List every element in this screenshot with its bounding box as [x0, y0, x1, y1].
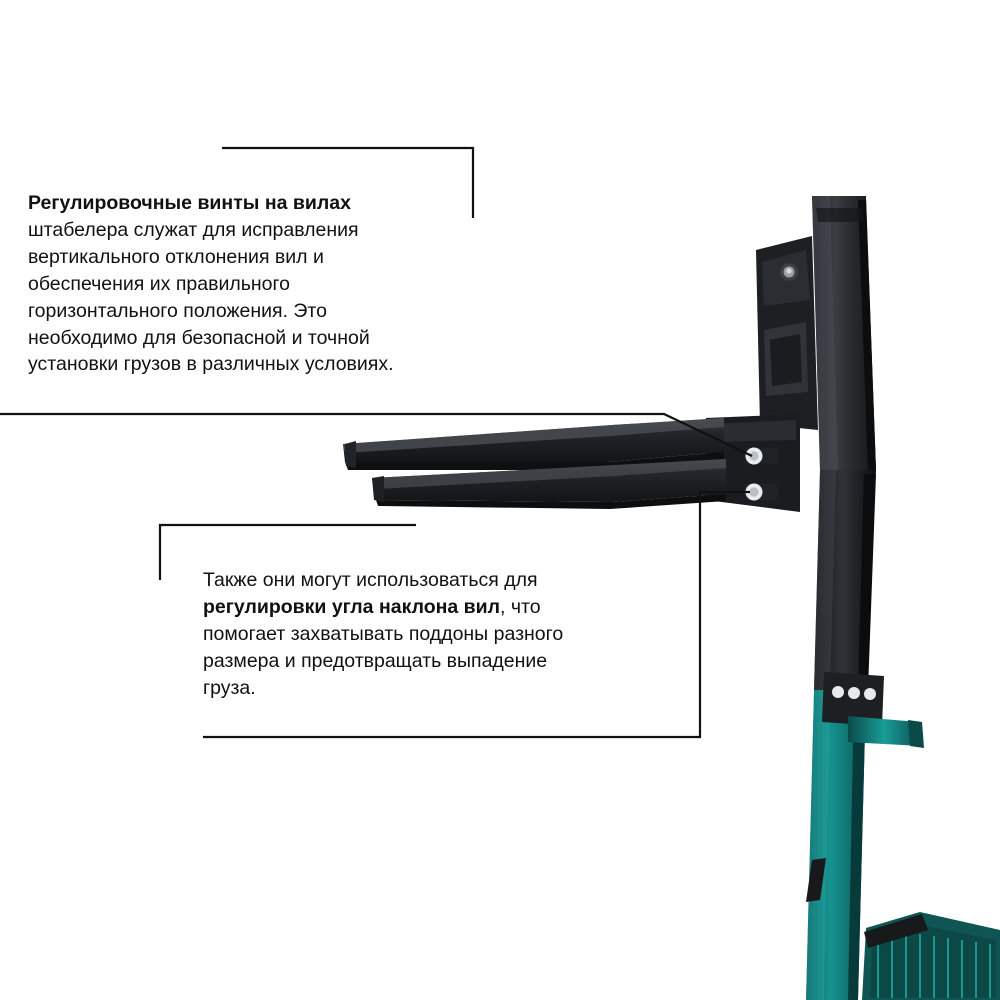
adjustment-screw-lower [744, 484, 778, 501]
annotation-bottom-suffix: , что помогает захватывать поддоны разного размера и предотвращать выпадение груза. [203, 595, 564, 699]
annotation-bottom-text [203, 567, 603, 702]
annotation-top-bold: Регулировочные винты на вилах [28, 192, 351, 214]
mast-upper [812, 196, 876, 470]
annotation-top-text [28, 190, 428, 378]
fork-carriage [756, 236, 818, 430]
annotation-bottom-bold: регулировки угла наклона вил [203, 595, 501, 618]
annotation-bottom-prefix: Также они могут использоваться для [203, 569, 538, 591]
adjustment-screw-upper [744, 448, 778, 465]
wheel-guard-mesh [862, 912, 1000, 1000]
mast-lower-dark [814, 470, 876, 690]
fork-blade-upper [343, 418, 724, 470]
annotation-top-rest: штабелера служат для исправления вертикального отклонения вил и обеспечения их правильного горизонтального положения. Это необходимо для безопасной и точной установки грузов в различных условиях. [28, 218, 394, 376]
